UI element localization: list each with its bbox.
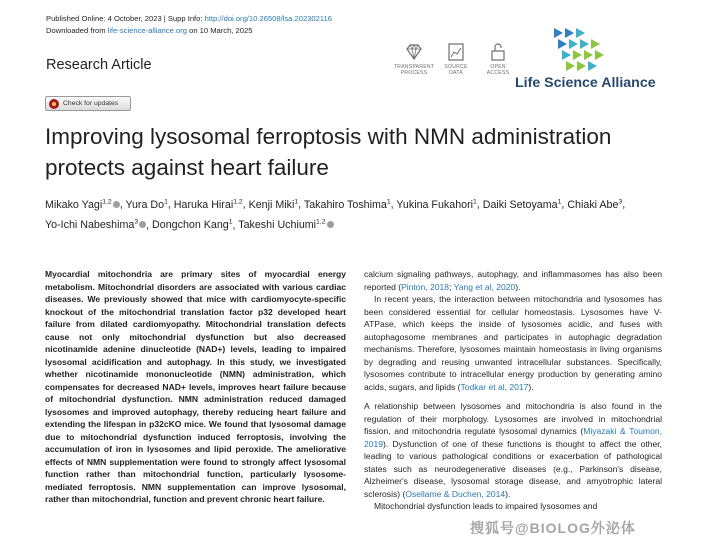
article-title: Improving lysosomal ferroptosis with NMN administration protects against heart failure [45, 124, 612, 180]
affiliation-marker: 1,2 [316, 218, 326, 226]
author-list: Mikako Yagi$^{1,2}$ , Yura Do$^1$, Haruka Hirai$^{1,2}$, Kenji Miki$^1$, Takahiro Toshima$^1$, Yukina Fukahori$^1$, Daiki Setoyama$^1$, Chiaki Abe$^3$, Yo-Ichi Nabeshima$^3$ , Dongchon Kang$^1$, Takeshi Uchiumi$^{1,2}$ [45, 198, 626, 232]
author-text: Mikako Yagi [45, 198, 103, 211]
journal-logo[interactable] [512, 28, 692, 94]
chart-icon [446, 42, 466, 62]
check-for-updates-button[interactable] [45, 96, 131, 111]
author-text: Daiki Setoyama [482, 198, 558, 211]
affiliation-marker: 1 [386, 198, 391, 205]
author-text: Takeshi Uchiumi [238, 219, 317, 232]
author-text: Yura Do [125, 198, 165, 211]
transparent-process-badge[interactable] [393, 42, 435, 77]
author-name[interactable] [174, 199, 243, 211]
badge-label: ACCESS [486, 70, 510, 77]
author-name[interactable] [152, 219, 232, 231]
author-text: Kenji Miki [248, 198, 295, 211]
citation-link[interactable]: Pinton, 2018 [401, 281, 450, 292]
body-paragraph: Mitochondrial dysfunction leads to impaired lysosomes and [374, 501, 598, 512]
affiliation-marker: 1,2 [102, 198, 112, 205]
badge-label: OPEN [490, 64, 506, 70]
logo-text: Life Science Alliance [515, 75, 656, 91]
badge-label: SOURCE [444, 64, 468, 70]
source-data-badge[interactable] [440, 42, 472, 77]
body-paragraph: calcium signaling pathways, autophagy, and inflammasomes has also been reported (Pinton, 2018; Yang et al, 2020). [364, 269, 662, 292]
author-text: Takahiro Toshima [303, 198, 387, 211]
site-link[interactable]: life-science-alliance.org [107, 25, 187, 35]
affiliation-marker: 1 [557, 198, 562, 205]
body-column [364, 268, 662, 513]
badge-label: TRANSPARENT [393, 64, 435, 70]
publication-info [46, 13, 332, 36]
watermark: 搜狐号@BIOLOG外泌体 [470, 520, 636, 536]
citation-link[interactable]: Osellame & Duchen, 2014 [405, 488, 506, 499]
citation-link[interactable]: Todkar et al, 2017 [460, 381, 529, 392]
downloaded-date: on 10 March, 2025 [187, 25, 253, 35]
citation-link[interactable]: Miyazaki & Toumon, 2019 [364, 426, 662, 449]
body-paragraph: A relationship between lysosomes and mitochondria is also found in the regulation of their morphology. Lysosomes are involved in mitochondrial fission, and mitochondria regulate lysosomal dynamics (Miyazaki & Toumon, 2019). Dysfunction of one of these functions is thought to affect the other, leading to various pathological conditions or exacerbation of pathological states such as neurodegenerative diseases (e.g., Parkinson's disease, Alzheimer's disease, lysosomal storage disease, and amyotrophic lateral sclerosis) (Osellame & Duchen, 2014). [364, 401, 662, 499]
diamond-icon [404, 42, 424, 62]
policy-badges [393, 42, 514, 77]
body-paragraph: In recent years, the interaction between mitochondria and lysosomes has been considered essential for cellular homeostasis. Lysosomes have V-ATPase, which keeps the inside of lysosomes acidic, and fuses with autophagosome membranes and participates in autophagic degradation mechanisms. Therefore, lysosomes maintain homeostasis in living organisms by degrading and reusing unwanted intracellular substances. Specifically, lysosomes contribute to intracellular energy production by generating amino acids, sugars, and lipids (Todkar et al, 2017). [364, 294, 662, 392]
published-text: Published Online: 4 October, 2023 | Supp Info: [46, 14, 205, 23]
author-name[interactable] [304, 199, 391, 211]
author-text: Yo-Ichi Nabeshima [45, 219, 135, 232]
author-name[interactable] [396, 199, 476, 211]
author-name[interactable] [45, 219, 146, 231]
affiliation-marker: 3 [618, 198, 623, 205]
author-text: Chiaki Abe [567, 198, 619, 211]
orcid-icon[interactable] [113, 201, 120, 208]
affiliation-marker: 1 [473, 198, 477, 205]
badge-label: PROCESS [400, 70, 428, 77]
lock-open-icon [488, 42, 508, 62]
author-text: Haruka Hirai [173, 198, 234, 211]
author-text: Yukina Fukahori [396, 198, 474, 211]
affiliation-marker: 3 [134, 218, 139, 226]
downloaded-text: Downloaded from [46, 25, 108, 35]
orcid-icon[interactable] [139, 221, 146, 228]
open-access-badge[interactable] [482, 42, 514, 77]
author-text: Dongchon Kang [152, 219, 229, 232]
author-name[interactable] [567, 199, 622, 211]
author-name[interactable] [483, 199, 562, 211]
abstract: Myocardial mitochondria are primary sites of myocardial energy metabolism. Mitochondrial disorders are associated with various cardiac diseases. We previously showed that mice with cardiomyocyte-specific knockout of the mitochondrial translation factor p32 developed heart failure from dilated cardiomyopathy. Mitochondrial translation defects cause not only mitochondrial dysfunction but also decreased nicotinamide adenine dinucleotide (NAD+) levels, leading to impaired lysosomal acidification and autophagy. In this study, we investigated whether nicotinamide mononucleotide (NMN) administration, which compensates for decreased NAD+ levels, improves heart failure because of mitochondrial dysfunction. NMN administration reduced damaged lysosomes and improved autophagy, thereby reducing heart failure and extending the lifespan in p32cKO mice. We found that lysosomal damage due to mitochondrial dysfunction induced ferroptosis, involving the accumulation of iron in lysosomes and lipid peroxide. The ameliorative effects of NMN supplementation were found to strongly affect lysosomal function rather than mitochondrial function, particularly lysosome-mediated ferroptosis. NMN supplementation can improve lysosomal, rather than mitochondrial, function and prevent chronic heart failure. [45, 269, 346, 505]
author-name[interactable] [238, 219, 333, 231]
orcid-icon[interactable] [327, 221, 334, 228]
author-name[interactable] [125, 199, 167, 211]
affiliation-marker: 1,2 [233, 198, 243, 205]
affiliation-marker: 1 [228, 218, 233, 226]
citation-link[interactable]: Yang et al, 2020 [453, 281, 516, 292]
author-name[interactable] [45, 199, 120, 211]
affiliation-marker: 1 [164, 198, 168, 205]
affiliation-marker: 1 [294, 198, 299, 205]
check-updates-label: Check for updates [63, 100, 119, 107]
logo-triangles-icon [550, 28, 630, 72]
author-name[interactable] [249, 199, 299, 211]
doi-link[interactable]: http://doi.org/10.26508/lsa.202302116 [204, 14, 332, 23]
badge-label: DATA [449, 70, 463, 77]
article-type: Research Article [46, 57, 152, 73]
crossmark-icon [49, 99, 59, 109]
